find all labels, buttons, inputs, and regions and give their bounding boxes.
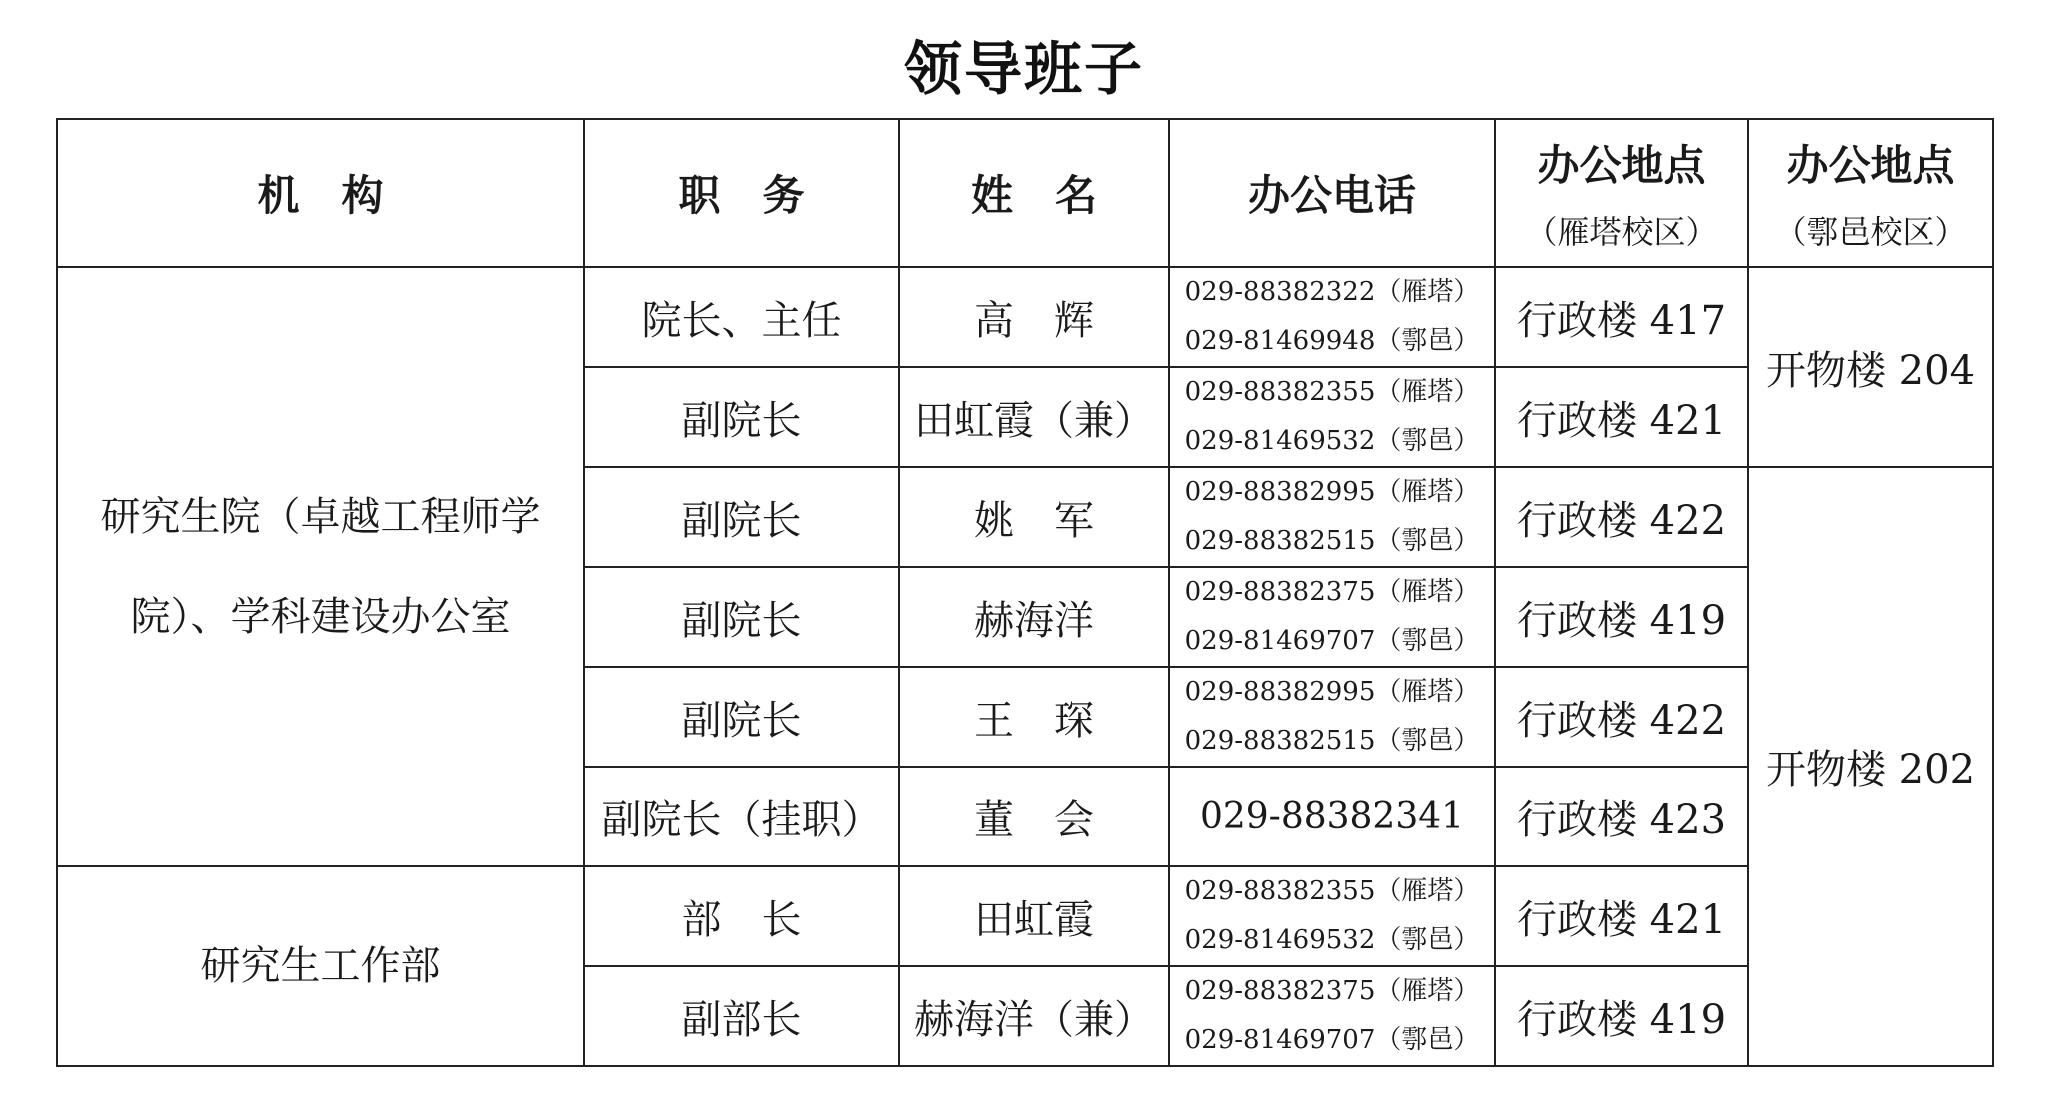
page-title: 领导班子 [903, 35, 1144, 103]
phone-huyi: 029-81469532（鄠邑） [1184, 426, 1480, 456]
name-cell: 姚 军 [899, 467, 1169, 567]
phone-huyi: 029-81469532（鄠邑） [1184, 925, 1480, 955]
position-cell: 部 长 [584, 866, 899, 966]
header-phone: 办公电话 [1169, 119, 1495, 267]
phone-yanta: 029-88382355（雁塔） [1184, 377, 1480, 407]
phone-yanta: 029-88382322（雁塔） [1184, 277, 1480, 307]
phone-cell [1169, 667, 1495, 767]
phone-cell [1169, 367, 1495, 467]
name-cell: 高 辉 [899, 267, 1169, 367]
yanta-location-cell: 行政楼 419 [1495, 966, 1748, 1066]
org-graduate-school [57, 267, 584, 866]
yanta-location-cell: 行政楼 422 [1495, 667, 1748, 767]
header-location-yanta [1495, 119, 1748, 267]
phone-cell [1169, 866, 1495, 966]
phone-yanta: 029-88382375（雁塔） [1184, 577, 1480, 607]
yanta-location-cell: 行政楼 422 [1495, 467, 1748, 567]
phone-yanta: 029-88382375（雁塔） [1184, 976, 1480, 1006]
phone-cell [1169, 567, 1495, 667]
name-cell: 赫海洋 [899, 567, 1169, 667]
phone-huyi: 029-81469948（鄠邑） [1184, 326, 1480, 356]
phone-cell [1169, 966, 1495, 1066]
table-row [57, 866, 1993, 966]
yanta-location-cell: 行政楼 419 [1495, 567, 1748, 667]
org-graduate-school-line1: 研究生院（卓越工程师学 [100, 493, 541, 540]
header-row [57, 119, 1993, 267]
header-location-yanta-campus: （雁塔校区） [1525, 213, 1718, 251]
position-cell: 副部长 [584, 966, 899, 1066]
name-cell: 王 琛 [899, 667, 1169, 767]
yanta-location-cell: 行政楼 423 [1495, 767, 1748, 866]
phone-huyi: 029-88382515（鄠邑） [1184, 526, 1480, 556]
phone-huyi: 029-81469707（鄠邑） [1184, 626, 1480, 656]
huyi-location-cell: 开物楼 204 [1748, 267, 1993, 467]
header-location-yanta-label: 办公地点 [1537, 141, 1706, 190]
phone-cell [1169, 267, 1495, 367]
position-cell: 院长、主任 [584, 267, 899, 367]
header-position: 职 务 [584, 119, 899, 267]
phone-cell [1169, 467, 1495, 567]
phone-huyi: 029-88382515（鄠邑） [1184, 726, 1480, 756]
yanta-location-cell: 行政楼 417 [1495, 267, 1748, 367]
header-location-huyi-label: 办公地点 [1786, 141, 1955, 190]
org-graduate-work-dept: 研究生工作部 [57, 866, 584, 1066]
name-cell: 田虹霞 [899, 866, 1169, 966]
name-cell: 田虹霞（兼） [899, 367, 1169, 467]
name-cell: 董 会 [899, 767, 1169, 866]
position-cell: 副院长 [584, 667, 899, 767]
table-row [57, 267, 1993, 367]
leadership-table [56, 118, 1994, 1067]
phone-yanta: 029-88382995（雁塔） [1184, 677, 1480, 707]
phone-yanta: 029-88382355（雁塔） [1184, 876, 1480, 906]
phone-huyi: 029-81469707（鄠邑） [1184, 1025, 1480, 1055]
header-location-huyi-campus: （鄠邑校区） [1774, 213, 1967, 251]
org-graduate-school-line2: 院）、学科建设办公室 [130, 593, 511, 640]
yanta-location-cell: 行政楼 421 [1495, 866, 1748, 966]
header-org: 机 构 [57, 119, 584, 267]
position-cell: 副院长 [584, 467, 899, 567]
yanta-location-cell: 行政楼 421 [1495, 367, 1748, 467]
name-cell: 赫海洋（兼） [899, 966, 1169, 1066]
position-cell: 副院长 [584, 367, 899, 467]
position-cell: 副院长（挂职） [584, 767, 899, 866]
position-cell: 副院长 [584, 567, 899, 667]
phone-cell: 029-88382341 [1169, 767, 1495, 866]
header-location-huyi [1748, 119, 1993, 267]
huyi-location-cell: 开物楼 202 [1748, 467, 1993, 1066]
header-name: 姓 名 [899, 119, 1169, 267]
phone-yanta: 029-88382995（雁塔） [1184, 477, 1480, 507]
